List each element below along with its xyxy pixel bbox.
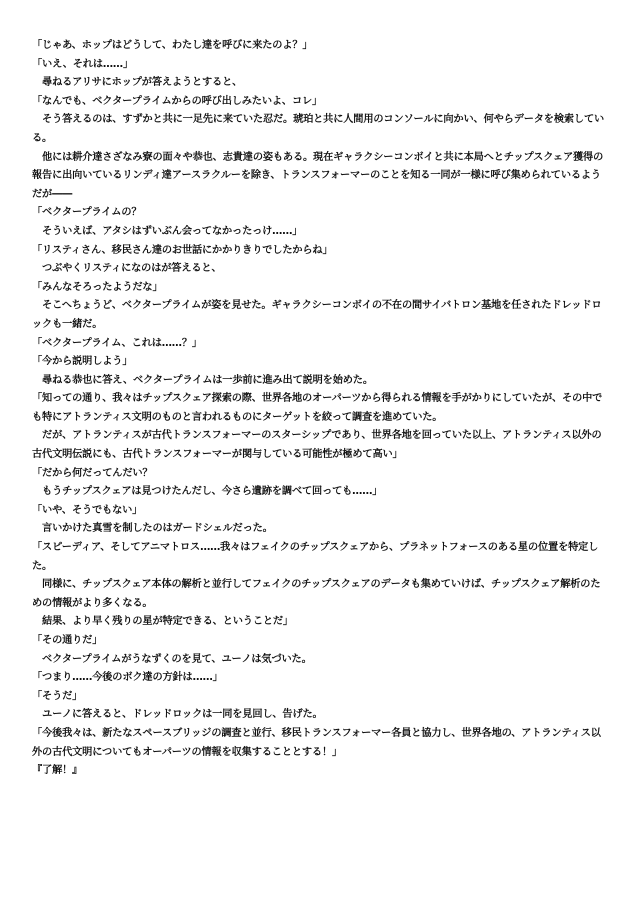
paragraph: 「そうだ」 bbox=[32, 690, 83, 702]
paragraph: 尋ねる恭也に答え、ベクタープライムは一歩前に進み出て説明を始めた。 bbox=[32, 374, 373, 386]
paragraph: だが、アトランティスが古代トランスフォーマーのスターシップであり、世界各地を回っていた以上、アトランティス以外の古代文明伝説にも、古代トランスフォーマーが関与している可能性が極めて高い」 bbox=[32, 430, 602, 461]
paragraph: 『了解！』 bbox=[32, 765, 83, 777]
paragraph: 「じゃあ、ホップはどうして、わたし達を呼びに来たのよ？」 bbox=[32, 40, 313, 51]
paragraph: 「知っての通り、我々はチップスクェア探索の際、世界各地のオーパーツから得られる情報を手がかりにしていたが、その中でも特にアトランティス文明のものと言われるものにターゲットを絞って調査を進めていた。 bbox=[32, 393, 603, 423]
paragraph: つぶやくリスティになのはが答えると、 bbox=[32, 263, 222, 275]
paragraph: 尋ねるアリサにホップが答えようとすると、 bbox=[32, 77, 243, 89]
paragraph: そこへちょうど、ベクタープライムが姿を見せた。ギャラクシーコンボイの不在の間サイバトロン基地を任されたドレッドロックも一緒だ。 bbox=[32, 300, 602, 330]
paragraph: ベクタープライムがうなずくのを見て、ユーノは気づいた。 bbox=[32, 653, 312, 665]
paragraph: 「いや、そうでもない」 bbox=[32, 504, 143, 516]
paragraph: 結果、より早く残りの星が特定できる、ということだ」 bbox=[32, 616, 293, 628]
paragraph: 「つまり……今後のボク達の方針は……」 bbox=[32, 672, 223, 684]
paragraph: 「今から説明しよう」 bbox=[32, 356, 133, 368]
paragraph: 「リスティさん、移民さん達のお世話にかかりきりでしたからね」 bbox=[32, 244, 333, 256]
paragraph: 「その通りだ」 bbox=[32, 635, 103, 646]
paragraph: ユーノに答えると、ドレッドロックは一同を見回し、告げた。 bbox=[32, 709, 323, 721]
paragraph: 同様に、チップスクェア本体の解析と並行してフェイクのチップスクェアのデータも集めていけば、チップスクェア解析のための情報がより多くなる。 bbox=[32, 579, 601, 609]
paragraph: そういえば、アタシはずいぶん会ってなかったっけ……」 bbox=[32, 225, 303, 237]
paragraph: 「みんなそろったようだな」 bbox=[32, 281, 163, 293]
paragraph: 「なんでも、ベクタープライムからの呼び出しみたいよ、コレ」 bbox=[32, 95, 323, 107]
paragraph: そう答えるのは、すずかと共に一足先に来ていた忍だ。琥珀と共に人間用のコンソールに向かい、何やらデータを検索している。 bbox=[32, 114, 605, 144]
paragraph: 「だから何だってんだい？ bbox=[32, 467, 153, 479]
paragraph: 「スピーディア、そしてアニマトロス……我々はフェイクのチップスクェアから、プラネットフォースのある星の位置を特定した。 bbox=[32, 542, 599, 572]
body-text bbox=[32, 37, 606, 781]
paragraph: 「ベクタープライムの？ bbox=[32, 207, 142, 219]
paragraph: 「ベクタープライム、これは……？」 bbox=[32, 337, 202, 349]
paragraph: もうチップスクェアは見つけたんだし、今さら遺跡を調べて回っても……」 bbox=[32, 486, 383, 498]
paragraph: 「今後我々は、新たなスペースブリッジの調査と並行、移民トランスフォーマー各員と協力し、世界各地の、アトランティス以外の古代文明についてもオーパーツの情報を収集することとする！」 bbox=[32, 727, 601, 758]
paragraph: 他には耕介達さざなみ寮の面々や恭也、志貴達の姿もある。現在ギャラクシーコンボイと共に本局へとチップスクェア獲得の報告に出向いているリンディ達アースラクルーを除き、トランスフォーマーのことを知る一同が一様に呼び集められているようだが―― bbox=[32, 151, 604, 200]
paragraph: 言いかけた真雪を制したのはガードシェルだった。 bbox=[32, 523, 273, 535]
paragraph: 「いえ、それは……」 bbox=[32, 58, 133, 70]
